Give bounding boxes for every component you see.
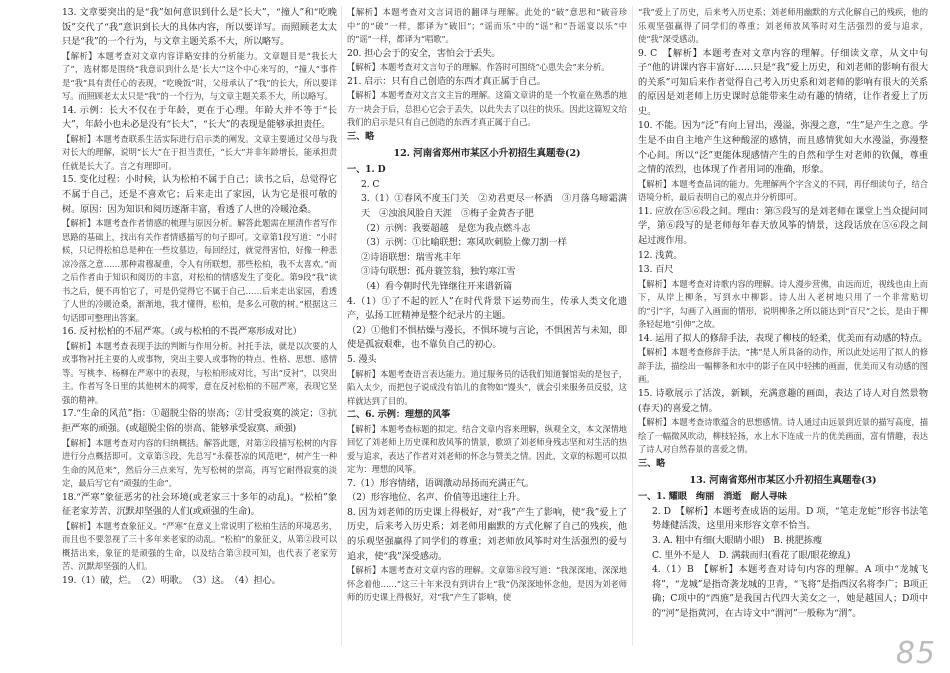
answer-line: （2）形容地位、名声、价值等迅速往上升。 xyxy=(347,492,526,504)
analysis-paragraph: 【解析】本题考查象征义。“严寒”在意义上常说明了松柏生活的环境恶劣，而且也不要忽视了三十多年来老家的动乱。“松柏”的象征义，从第②段可以概括出来，象征的是顽强的生命，以及结合第③段可知，也代表了老家劳苦、沉默却坚强的人们。 xyxy=(62,520,337,572)
analysis-paragraph: 【解析】本题考查对内容的归纳概括。解答此题，对第②段描写松树的内容进行分点概括即可。文章第⑤段，先总写“永葆苍凉的风范吧”，树产生一种生命的风范来”，然后分三点来写，先写松树的崇高，再写它耐得寂寞的淡定，最后写它有“顽强的生命”。 xyxy=(62,437,337,489)
section-heading: 一、1. D xyxy=(347,164,386,176)
analysis-paragraph: 【解析】本题考查对诗歌内容的理解。诗人漫步营佛，由远而近，视线也由上而下，从岸上柳条，写到水中柳影。诗人出入老树地只用了一个非常贴切的“引”字，勾画了入画面的情形，说明柳条之所以能达到“百尺”之长，是由于柳条轻起地“引伸”之故。 xyxy=(638,278,928,330)
answer-line: （2）示例：我要超越 是您为我点燃斗志 xyxy=(361,222,531,234)
analysis-paragraph: 【解析】本题考查标题的拟定。结合文章内容来理解，纵观全文，本文深情地回忆了刘老师上历史课和放风筝的情景，歌颂了刘老师身残志坚和对生活的热爱与追求，表达了作者对刘老师的怀念与赞美之情。因此，文章的标题可以拟定为：理想的风筝。 xyxy=(347,423,627,475)
analysis-paragraph: 【解析】本题考查表现手法的判断与作用分析。衬托手法，就是以次要的人或事物衬托主要的人或事物，突出主要人或事物的特点、性格、思想、感情等。写桃李、杨柳在严寒中的表现，与松柏形成对比，写出“反衬”，以突出主。作者写冬日里的其他树木的凋零，意在反衬松柏的不屈严寒，表现它坚强的精神。 xyxy=(62,340,337,405)
answer-line: 15. 变化过程：小时候，认为松柏不属于自己；读书之后，总觉得它不属于自己，还是不喜欢它；后来走出了家园，认为它是很可敬的树。原因：因为知识和阅历逐渐丰富，看透了人世的冷暖沧桑。 xyxy=(62,174,337,215)
page-number: 85 xyxy=(895,636,936,671)
section-heading: 一、1. 耀眼 绚丽 消逝 耐人寻味 xyxy=(638,491,787,503)
answer-line: 18.“严寒”象征恶劣的社会环境(或老家三十多年的动乱)。“松柏”象征老家芳苦、沉默却坚强的人们(或顽强的生命)。 xyxy=(62,491,337,518)
analysis-paragraph: 【解析】本题考查对文言句子的理解。作答时可围绕“心患失会”来分析。 xyxy=(347,62,610,73)
analysis-paragraph: 【解析】本题考查诗歌蕴含的思想感情。诗人通过由远景到近景的描写高度，描绘了一幅微风吹动，柳枝轻扬，水上水下连成一片的优美画面，富有情趣，表达了诗人对自然春景的喜爱之情。 xyxy=(638,417,928,455)
answer-line: C. 里外不是人 D. 满载而归(看花了眼/眼花缭乱) xyxy=(652,549,851,561)
answer-line: 8. 因为刘老师的历史课上得极好，对“我”产生了影响，使“我”爱上了历史，后来考入历史系；刘老师用幽默的方式化解了自己的残疾，他的乐观坚强赢得了同学们的尊重；刘老师放风筝时对生活强烈的爱与追求，使“我”深受感动。 xyxy=(347,506,627,562)
analysis-paragraph: 【解析】本题考查语言表达能力。道过服务员的话我们知道餐馆卖的是包子，陷入太少，而把包子说成没有馅儿的食物如“馒头”，就会引来服务员反驳，这样就达到了目的。 xyxy=(347,368,627,406)
section-heading: 二、6. 示例：理想的风筝 xyxy=(347,409,451,421)
analysis-paragraph: 【解析】本题考查对文言词语的翻译与理解。此处的“破”意思和“破音珍中”的“破”一样，都译为“破旧”；“谣而乐”中的“谣”和“吾谣宴以乐”中的“谣”一样，都译为“唱歌”。 xyxy=(347,7,627,44)
answer-line: ②诗语联想：瑞雪兆丰年 xyxy=(361,251,461,263)
answer-line: 12. 浅黄。 xyxy=(638,249,683,261)
answer-line: 14. 示例：长大不仅在于年龄，更在于心理。年龄大并不等于“长大”，年龄小也未必是没有“长大”，“长大”的表现是能够承担责任。 xyxy=(62,104,337,131)
column-divider xyxy=(632,6,633,646)
answer-line: 5. 漫头 xyxy=(347,354,377,365)
analysis-paragraph: 【解析】本题考查联系生活实际进行启示类的阐发。文章主要通过父母与我对长大的理解，说明“长大”在于担当责任，“长大”并非年龄增长，能承担责任就是长大了。言之有理即可。 xyxy=(62,133,337,171)
answer-line: （3）示例：①比喻联想；寒风吹刺脸上像刀割一样 xyxy=(361,237,567,249)
answer-line: 17.“生命的风范”指：①超脱尘俗的崇高；②甘受寂寞的淡定；③抗拒严寒的顽强。(或超脱尘俗的崇高、能够承受寂寞、顽强) xyxy=(62,408,337,434)
answer-line: 3. A. 粗中有细(大眼睛小眼) B. 挑肥拣瘦 xyxy=(652,534,823,546)
answer-line: 9. C 【解析】本题考查对文章内容的理解。仔细读文章，从文中句子“他的讲课内容丰富好……只是“我”爱上历史，和刘老师的影响有很大的关系”可知后来作者觉得自己考入历史系和刘老师的影响有很大的关系的原因是刘老师上历史课时总能带来生动有趣的情绪，让作者爱上了历史。 xyxy=(638,47,928,117)
column-left xyxy=(62,6,337,646)
answer-line: 16. 反衬松柏的不屈严寒。（或与松柏的不畏严寒形成对比） xyxy=(62,326,302,338)
answer-line: ③诗句联想：孤舟蓑笠翁，独钓寒江雪 xyxy=(361,266,516,278)
analysis-paragraph: 【解析】本题考查品词的能力。先理解两个字含义的不同，再仔细读句子，结合语境分析，最后表明自己的观点并分析即可。 xyxy=(638,178,928,203)
analysis-paragraph: “我”爱上了历史，后来考入历史系；刘老师用幽默的方式化解自己的残疾，他的乐观坚强赢得了同学们的尊重；刘老师放风筝时对生活强烈的爱与追求，使“我”深受感动。 xyxy=(638,7,928,44)
answer-line: 10. 不能。因为“泛”有向上冒出，漫溢，弥漫之意，“生”是产生之意。学生是不由自主地产生这种酸涩的感情，而且感情犹如大水漫溢，弥漫整个心间。所以“泛”更能体现感情产生的自然和学生对老师的钦佩，尊重之情的浓烈，也体现了作者用词的准确，形象。 xyxy=(638,120,928,176)
answer-line: 7.（1）形容情绪，语调激动昂扬而充满正气。 xyxy=(347,477,534,489)
analysis-paragraph: 【解析】本题考查修辞手法。“拂”是人所具备的动作，所以此处运用了拟人的修辞手法，描绘出一幅柳条和水中的影子在风中轻拂的画面，优美而又有动感的图画。 xyxy=(638,347,928,385)
answer-line: 14. 运用了拟人的修辞手法，表现了柳枝的轻柔，优美而有动感的特点。 xyxy=(638,332,928,344)
answer-line: 2. D 【解析】本题考查成语的运用。D 项，“笔走龙蛇”形容书法笔势雄健活泼，这里用来形容文章不恰当。 xyxy=(652,505,928,532)
answer-line: 3.（1）①春风不度玉门关 ②劝君更尽一杯酒 ③月落乌啼霜满天 ④浊浪风脸自天涯 ⑤梅子金黄杏子肥 xyxy=(361,193,627,220)
answer-line: 13. 百尺 xyxy=(638,264,674,276)
section-heading: 三、略 xyxy=(638,457,666,469)
column-right xyxy=(638,6,928,646)
analysis-paragraph: 【解析】本题考查对文言文主旨的理解。这篇文章讲的是一个牧童在熟悉的地方一块会于后，总担心它会于丢失，以此失去了以往的快乐。因此这篇短文给我们的启示是只有自己创造的东西才真正属于自己。 xyxy=(347,90,627,128)
answer-line: 4.（1）B 【解析】本题考查对诗句内容的理解。A 项中“龙城飞将”，“龙城”是指奇袭龙城的卫青，“飞将”是指西汉名将李广；B项正确；C项中的“西施”是我国古代四大美女之一，她是越国人；D项中的“河”是指黄河，在古诗文中“渭河”一般称为“渭”。 xyxy=(652,564,928,619)
answer-line: 13. 文章要突出的是“我”如何意识到什么是“长大”，“撞人”和“吃晚饭”交代了“我”意识到长大的具体内容，所以要详写。而照顾老太太只是“我”的一个行为，与文章主题关系不大，所以略写。 xyxy=(62,7,337,48)
exam-title: 13. 河南省郑州市某区小升初招生真题卷(3) xyxy=(689,475,877,487)
analysis-paragraph: 【解析】本题考查作者情感的梳理与原因分析。解答此题需在厘清作者写作思路的基础上，找出有关作者情感描写的句子即可。文章第1段写道：“小时候，只记得松柏总是种在一些坟墓边，每回经过，就觉得害怕，好像一种悲凉冷落之意……那种肃穆凝重，令人有所联想，那些松柏，我不太喜欢。”而之后作者由于知识和阅历的丰富，对松柏的情感发生了变化。第9段“我”读书之后，便不再怕它了，可是仍觉得它不属于自己……后来走出家园，看透了人世的冷暖沧桑，渐渐地，我才懂得，松柏，是多么可敬的树。”根据这三句话即可整理出答案。 xyxy=(62,218,337,323)
answer-line: 2. C xyxy=(361,178,380,190)
column-middle xyxy=(347,6,627,646)
analysis-paragraph: 【解析】本题考查对文章内容的理解。文章第⑧段写道：“我深深地，深深地怀念着他……”这三十年来没有到讲台上“我”仍深深地怀念他，是因为刘老师师的历史课上得极好，对“我”产生了影响，使 xyxy=(347,565,627,603)
answer-line: 11. 应放在⑤⑥段之间。理由：第⑤段写的是刘老师在课堂上当众提问同学，第⑥段写的是老师每年春天放风筝的情景，这段话放在⑤⑥段之间起过渡作用。 xyxy=(638,205,928,247)
answer-line: 15. 诗歌展示了活泼，新颖，充满意趣的画面，表达了诗人对自然景物(春天)的喜爱之情。 xyxy=(638,387,928,414)
analysis-paragraph: 【解析】本题考查对文章内容详略安排的分析能力。文章题目是“我长大了”，选材都是围绕“我意识到什么是‘长大’”这个中心来写的，“撞人”事件是“我”具有责任心的表现，“吃晚饭”时，父母承认了“我”的长大，所以要详写。而照顾老太太只是“我”的一个行为，与文章主题关系不大，所以略写。 xyxy=(62,50,337,102)
answer-line: 19.（1）破，烂。 （2）明歌。 （3）这。 （4）担心。 xyxy=(62,574,281,586)
answer-line: （4）看今朝时代先锋继往开来谱新篇 xyxy=(361,281,513,293)
section-heading: 三、略 xyxy=(347,130,375,142)
answer-line: 20. 担心会于的安全，害怕会于丢失。 xyxy=(347,47,501,59)
column-divider xyxy=(341,6,342,646)
exam-title: 12. 河南省郑州市某区小升初招生真题卷(2) xyxy=(393,148,581,160)
answer-line: 4.（1）①了不起的匠人”在时代背景下运势而生，传承人类文化遗产，弘扬工匠精神是整个纪录片的主题。 xyxy=(347,295,627,322)
answer-line: 21. 启示：只有自己创造的东西才真正属于自己。 xyxy=(347,75,546,87)
answer-line: （2）①他们不惧枯燥与漫长，不惧环境与言论，不惧困苦与未知，即使是孤寂艰难，也不靠负自己的初心。 xyxy=(347,324,627,351)
